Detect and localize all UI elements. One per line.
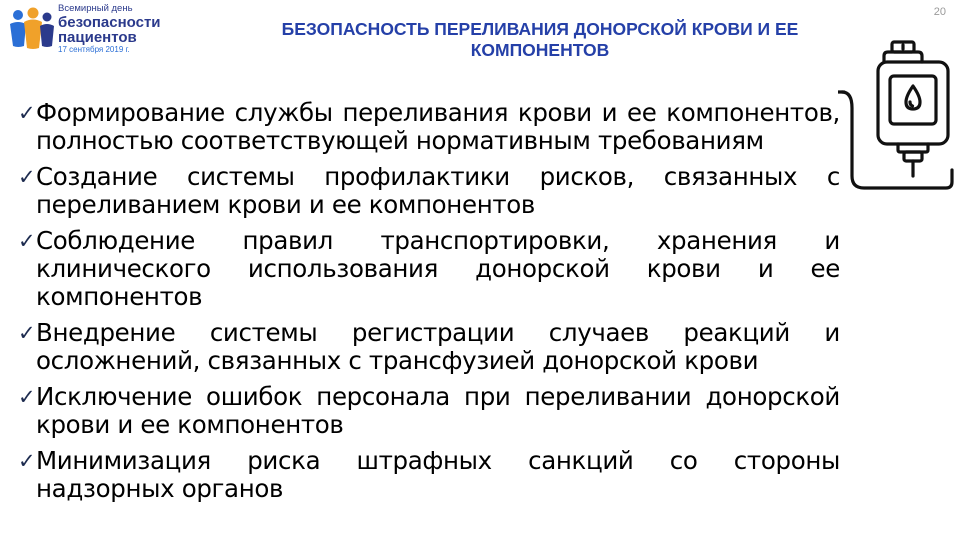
bullet-text: Формирование службы переливания крови и ее компонентов, полностью соответствующей нормативным требованиям (36, 98, 840, 155)
logo-title-line2: пациентов (58, 28, 137, 46)
check-mark-icon: ✓ (18, 101, 36, 125)
list-item (18, 99, 840, 155)
page-number: 20 (933, 6, 946, 18)
list-item (18, 163, 840, 219)
bullet-list (18, 99, 840, 511)
check-mark-icon: ✓ (18, 449, 36, 473)
list-item (18, 447, 840, 503)
blood-bag-icon (838, 38, 956, 196)
slide-title: БЕЗОПАСНОСТЬ ПЕРЕЛИВАНИЯ ДОНОРСКОЙ КРОВИ И ЕЕ КОМПОНЕНТОВ (281, 19, 799, 60)
list-item (18, 227, 840, 311)
event-logo (6, 4, 166, 56)
people-logo-icon (6, 6, 56, 52)
check-mark-icon: ✓ (18, 229, 36, 253)
logo-date: 17 сентября 2019 г. (58, 44, 130, 54)
logo-caption: Всемирный день (58, 3, 133, 14)
bullet-text: Внедрение системы регистрации случаев реакций и осложнений, связанных с трансфузией донорской крови (36, 318, 840, 375)
bullet-text: Соблюдение правил транспортировки, хранения и клинического использования донорской крови и ее компонентов (36, 226, 840, 311)
check-mark-icon: ✓ (18, 165, 36, 189)
check-mark-icon: ✓ (18, 321, 36, 345)
bullet-text: Исключение ошибок персонала при переливании донорской крови и ее компонентов (36, 382, 840, 439)
bullet-text: Минимизация риска штрафных санкций со стороны надзорных органов (36, 446, 840, 503)
check-mark-icon: ✓ (18, 385, 36, 409)
bullet-text: Создание системы профилактики рисков, связанных с переливанием крови и ее компонентов (36, 162, 840, 219)
list-item (18, 383, 840, 439)
list-item (18, 319, 840, 375)
logo-title-line1: безопасности (58, 13, 161, 31)
